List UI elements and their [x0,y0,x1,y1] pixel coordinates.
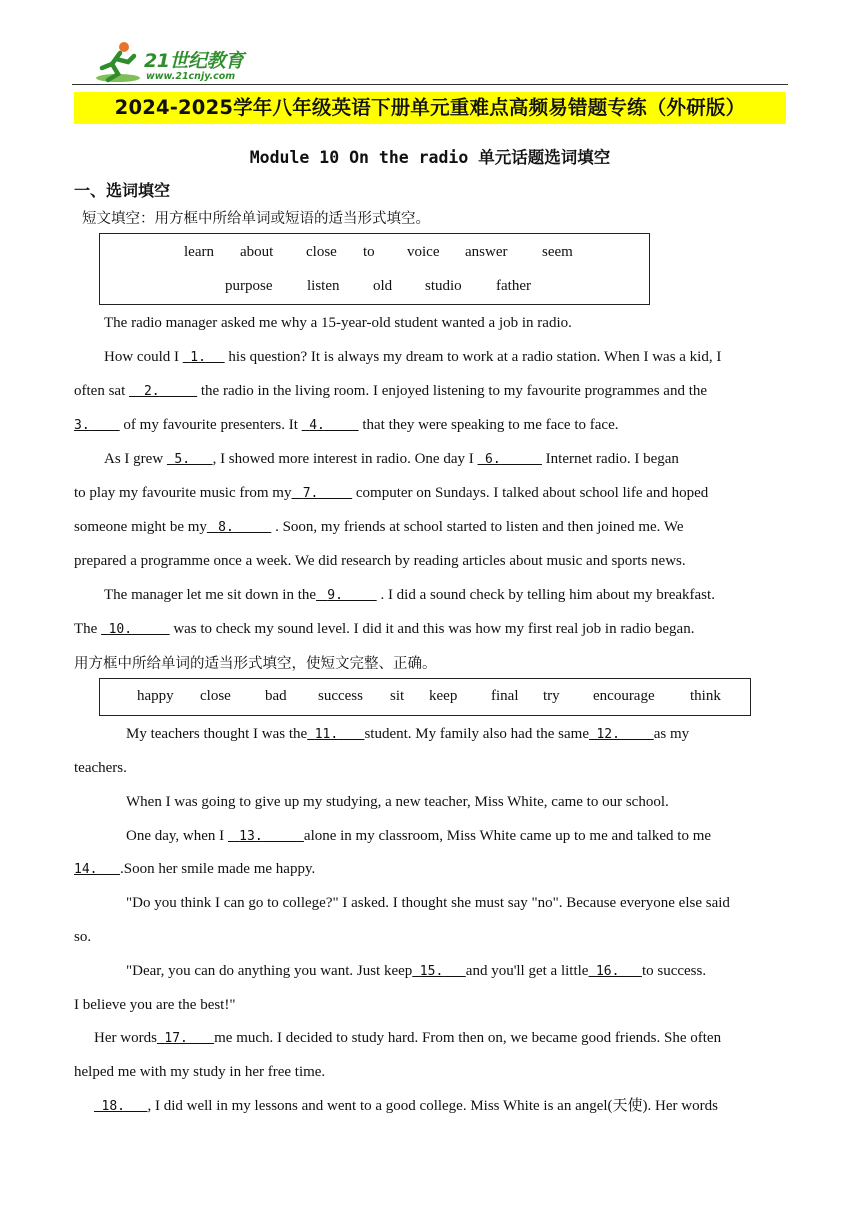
passage-line: I believe you are the best!" [74,997,236,1013]
logo-url: www.21cnjy.com [146,71,236,82]
passage-line: "Do you think I can go to college?" I asked. I thought she must say "no". Because everyone else said [126,895,730,911]
passage-line: The radio manager asked me why a 15-year-old student wanted a job in radio. [104,315,572,331]
passage-line: One day, when I 13. alone in my classroom, Miss White came up to me and talked to me [126,828,712,844]
blank-13[interactable]: 13. [239,829,263,844]
passage-line: My teachers thought I was the 11. student. My family also had the same 12. as my [126,726,690,742]
word-box-item: studio [425,278,462,294]
word-box-item: keep [429,688,458,704]
word-box-item: final [491,688,519,704]
passage-line: teachers. [74,760,127,776]
blank-4[interactable]: 4. [309,418,325,433]
passage-line: When I was going to give up my studying, a new teacher, Miss White, came to our school. [126,794,669,810]
passage-line: someone might be my 8. . Soon, my friends at school started to listen and then joined me. We [74,519,684,535]
instruction-1: 短文填空：用方框中所给单词或短语的适当形式填空。 [82,211,430,227]
header-rule [72,84,788,85]
word-box-item: bad [265,688,287,704]
blank-18[interactable]: 18. [101,1099,125,1114]
word-box-2 [99,678,751,716]
blank-3[interactable]: 3. [74,418,90,433]
word-box-item: old [373,278,393,294]
word-box-item: to [363,244,375,260]
logo-text: 21世纪教育 [144,50,244,72]
blank-9[interactable]: 9. [327,588,343,603]
blank-8[interactable]: 8. [218,520,234,535]
word-box-item: try [543,688,560,704]
word-box-item: learn [184,244,214,260]
word-box-item: listen [307,278,340,294]
passage-line: 18. , I did well in my lessons and went to a good college. Miss White is an angel(天使). Her words [94,1096,810,1117]
word-box-item: think [690,688,721,704]
passage-line: often sat 2. the radio in the living room. I enjoyed listening to my favourite programmes and the [74,383,708,399]
blank-7[interactable]: 7. [302,486,319,501]
word-box-item: seem [542,244,573,260]
word-box-item: close [200,688,231,704]
passage-line: As I grew 5. , I showed more interest in radio. One day I 6. Internet radio. I began [104,451,679,467]
passage-line: The manager let me sit down in the 9. . I did a sound check by telling him about my breakfast. [104,587,715,603]
word-box-item: voice [407,244,440,260]
word-box-item: father [496,278,531,294]
blank-6[interactable]: 6. [485,452,501,467]
word-box-1 [99,233,650,305]
passage-line: to play my favourite music from my 7. computer on Sundays. I talked about school life and hoped [74,485,709,501]
blank-15[interactable]: 15. [419,964,444,979]
word-box-item: success [318,688,363,704]
blank-12[interactable]: 12. [596,727,620,742]
blank-2[interactable]: 2. [143,384,160,399]
blank-11[interactable]: 11. [314,727,339,742]
instruction-2: 用方框中所给单词的适当形式填空，使短文完整、正确。 [74,656,437,672]
blank-5[interactable]: 5. [174,452,191,467]
word-box-item: answer [465,244,508,260]
logo [94,40,274,86]
passage-line: "Dear, you can do anything you want. Just keep 15. and you'll get a little 16. to success. [126,963,707,979]
page-title: 2024-2025学年八年级英语下册单元重难点高频易错题专练（外研版） [74,92,786,124]
word-box-item: purpose [225,278,273,294]
module-subtitle: Module 10 On the radio 单元话题选词填空 [249,148,611,167]
runner-icon [94,40,142,84]
passage-line: The 10. was to check my sound level. I did it and this was how my first real job in radio began. [74,621,695,637]
blank-1[interactable]: 1. [190,350,206,365]
blank-16[interactable]: 16. [595,964,620,979]
word-box-item: encourage [593,688,655,704]
section-heading: 一、选词填空 [74,181,171,200]
blank-14[interactable]: 14. [74,862,98,877]
passage-line: 14. .Soon her smile made me happy. [74,861,316,877]
word-box-item: close [306,244,337,260]
passage-line: helped me with my study in her free time. [74,1064,326,1080]
passage-line: 3. of my favourite presenters. It 4. that they were speaking to me face to face. [74,417,619,433]
passage-line: so. [74,929,92,945]
blank-17[interactable]: 17. [164,1031,188,1046]
passage-line: Her words 17. me much. I decided to study hard. From then on, we became good friends. She often [94,1030,722,1046]
passage-line: prepared a programme once a week. We did research by reading articles about music and sports news. [74,553,686,569]
blank-10[interactable]: 10. [108,622,133,637]
word-box-item: about [240,244,274,260]
word-box-item: happy [137,688,174,704]
word-box-item: sit [390,688,405,704]
passage-line: How could I 1. his question? It is always my dream to work at a radio station. When I was a kid, I [104,349,722,365]
